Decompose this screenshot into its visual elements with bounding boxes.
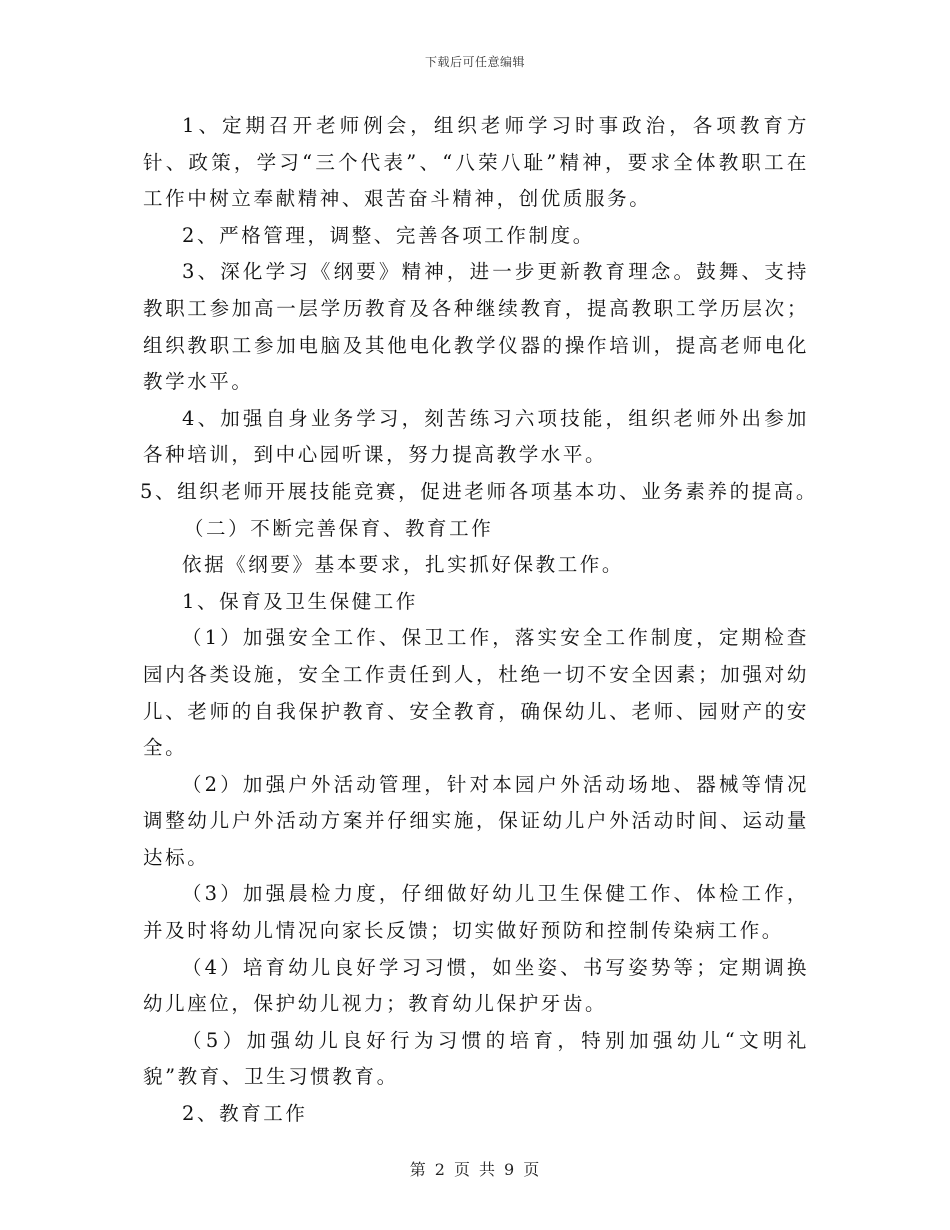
paragraph-item-5: 5、组织老师开展技能竞赛，促进老师各项基本功、业务素养的提高。 [140,479,819,503]
footer-page-label: 第 [409,1160,427,1179]
care-item-3: （3）加强晨检力度，仔细做好幼儿卫生保健工作、体检工作，并及时将幼儿情况向家长反馈；切实做好预防和控制传染病工作。 [143,882,809,943]
document-body [140,108,819,1133]
paragraph-item-4: 4、加强自身业务学习，刻苦练习六项技能，组织老师外出参加各种培训，到中心园听课，努力提高教学水平。 [143,406,809,467]
care-item-2: （2）加强户外活动管理，针对本园户外活动场地、器械等情况调整幼儿户外活动方案并仔细实施，保证幼儿户外活动时间、运动量达标。 [143,772,809,869]
care-item-5: （5）加强幼儿良好行为习惯的培育，特别加强幼儿“文明礼貌”教育、卫生习惯教育。 [143,1028,809,1089]
paragraph-item-3: 3、深化学习《纲要》精神，进一步更新教育理念。鼓舞、支持教职工参加高一层学历教育及各种继续教育，提高教职工学历层次；组织教职工参加电脑及其他电化教学仪器的操作培训，提高老师电化教学水平。 [143,260,809,394]
page-footer [0,1157,950,1180]
subsection-heading-care: 1、保育及卫生保健工作 [182,589,419,613]
subsection-heading-education: 2、教育工作 [182,1102,308,1126]
footer-total-unit: 页 [523,1160,541,1179]
footer-total-pages: 9 [504,1160,516,1179]
page-header: 下载后可任意编辑 [424,55,525,69]
section-intro: 依据《纲要》基本要求，扎实抓好保教工作。 [182,553,625,577]
footer-page-number: 2 [434,1160,446,1179]
paragraph-item-2: 2、严格管理，调整、完善各项工作制度。 [182,223,595,247]
care-item-1: （1）加强安全工作、保卫工作，落实安全工作制度，定期检查园内各类设施，安全工作责任到人，杜绝一切不安全因素；加强对幼儿、老师的自我保护教育、安全教育，确保幼儿、老师、园财产的安全。 [143,626,809,760]
care-item-4: （4）培育幼儿良好学习习惯，如坐姿、书写姿势等；定期调换幼儿座位，保护幼儿视力；教育幼儿保护牙齿。 [143,955,809,1016]
section-heading-2: （二）不断完善保育、教育工作 [183,516,494,540]
footer-total-label: 共 [479,1160,497,1179]
footer-page-unit: 页 [453,1160,471,1179]
paragraph-item-1: 1、定期召开老师例会，组织老师学习时事政治，各项教育方针、政策，学习“三个代表”、“八荣八耻”精神，要求全体教职工在工作中树立奉献精神、艰苦奋斗精神，创优质服务。 [143,114,809,211]
